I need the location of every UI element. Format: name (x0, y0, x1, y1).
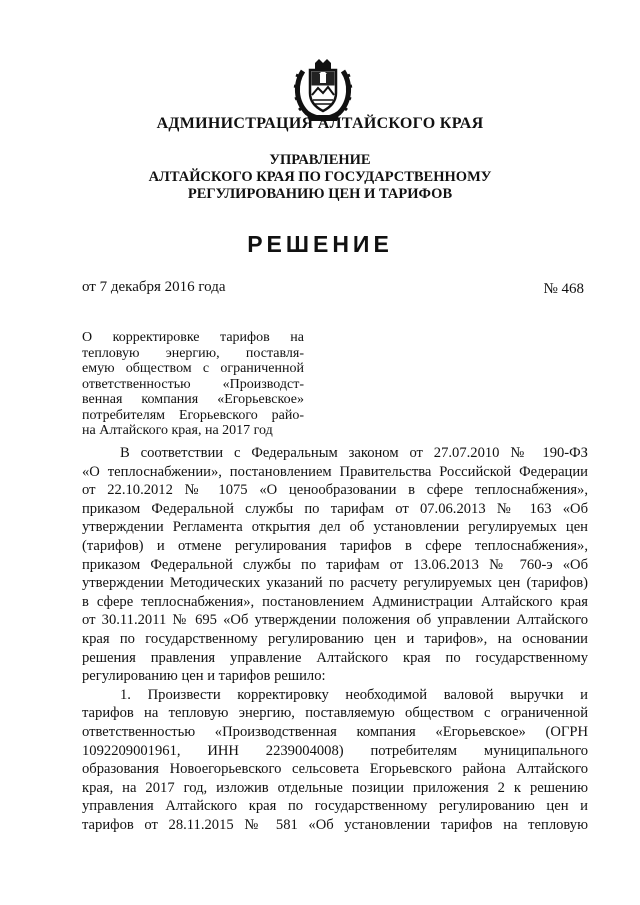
subject-line: венная компания «Егорьевское» (82, 392, 304, 407)
body-line: от 30.11.2011 № 695 «Об утверждении положения об управлении Алтайского (82, 612, 588, 629)
body-line: 1. Произвести корректировку необходимой валовой выручки и (120, 686, 588, 703)
subject-line: емую обществом с ограниченной (82, 361, 304, 376)
document-number: № 468 (543, 281, 584, 297)
subject-line: на Алтайского края, на 2017 год (82, 423, 273, 438)
department-line-2: АЛТАЙСКОГО КРАЯ ПО ГОСУДАРСТВЕННОМУ (148, 169, 492, 185)
subject-line: тепловую энергию, поставля- (82, 345, 304, 361)
body-line: образования Новоегорьевского сельсовета Егорьевского района Алтайского (82, 761, 588, 778)
document-subject (82, 330, 304, 439)
body-line: утверждении Методических указаний по расчету регулируемых цен (тарифов) (82, 575, 588, 592)
subject-line: потребителям Егорьевского райо- (82, 407, 304, 423)
document-date: от 7 декабря 2016 года (82, 279, 226, 295)
body-line: ответственностью «Производственная компания «Егорьевское» (ОГРН (82, 723, 588, 740)
body-line: в сфере теплоснабжения», постановлением Администрации Алтайского края (82, 593, 588, 610)
body-line: приказом Федеральной службы по тарифам от 07.06.2013 № 163 «Об (82, 500, 588, 517)
department-line-1: УПРАВЛЕНИЕ (269, 152, 371, 168)
body-line: управления Алтайского края по государственному регулированию цен и (82, 798, 588, 815)
body-line: утверждении Регламента открытия дел об установлении регулируемых цен (82, 519, 588, 536)
body-line: регулированию цен и тарифов решило: (82, 668, 326, 685)
body-line: тарифов от 28.11.2015 № 581 «Об установлении тарифов на тепловую (82, 816, 588, 833)
document-type-heading: РЕШЕНИЕ (247, 231, 393, 257)
body-line: (тарифов) и отмене регулирования тарифов в сфере теплоснабжения», (82, 537, 588, 554)
body-line: В соответствии с Федеральным законом от 27.07.2010 № 190-ФЗ (120, 445, 588, 461)
body-line: края, на 2017 год, изложив отдельные позиции приложения 2 к решению (82, 779, 588, 796)
body-line: от 22.10.2012 № 1075 «О ценообразовании в сфере теплоснабжения», (82, 482, 588, 499)
body-line: 1092209001961, ИНН 2239004008) потребителям муниципального (82, 742, 588, 759)
body-line: решения правления управление Алтайского края по государственному (82, 649, 588, 666)
organization-title: АДМИНИСТРАЦИЯ АЛТАЙСКОГО КРАЯ (156, 115, 484, 132)
subject-line: ответственностью «Производст- (82, 376, 304, 392)
subject-line: О корректировке тарифов на (82, 330, 304, 345)
body-line: приказом Федеральной службы по тарифам от 13.06.2013 № 760-э «Об (82, 556, 588, 573)
department-line-3: РЕГУЛИРОВАНИЮ ЦЕН И ТАРИФОВ (187, 186, 453, 202)
body-line: тарифов на тепловую энергию, поставляемую обществом с ограниченной (82, 705, 588, 722)
coat-of-arms-icon (293, 57, 353, 123)
body-line: края по государственному регулированию цен и тарифов», на основании (82, 630, 588, 647)
body-line: «О теплоснабжении», постановлением Правительства Российской Федерации (82, 463, 588, 480)
document-body (82, 444, 588, 834)
